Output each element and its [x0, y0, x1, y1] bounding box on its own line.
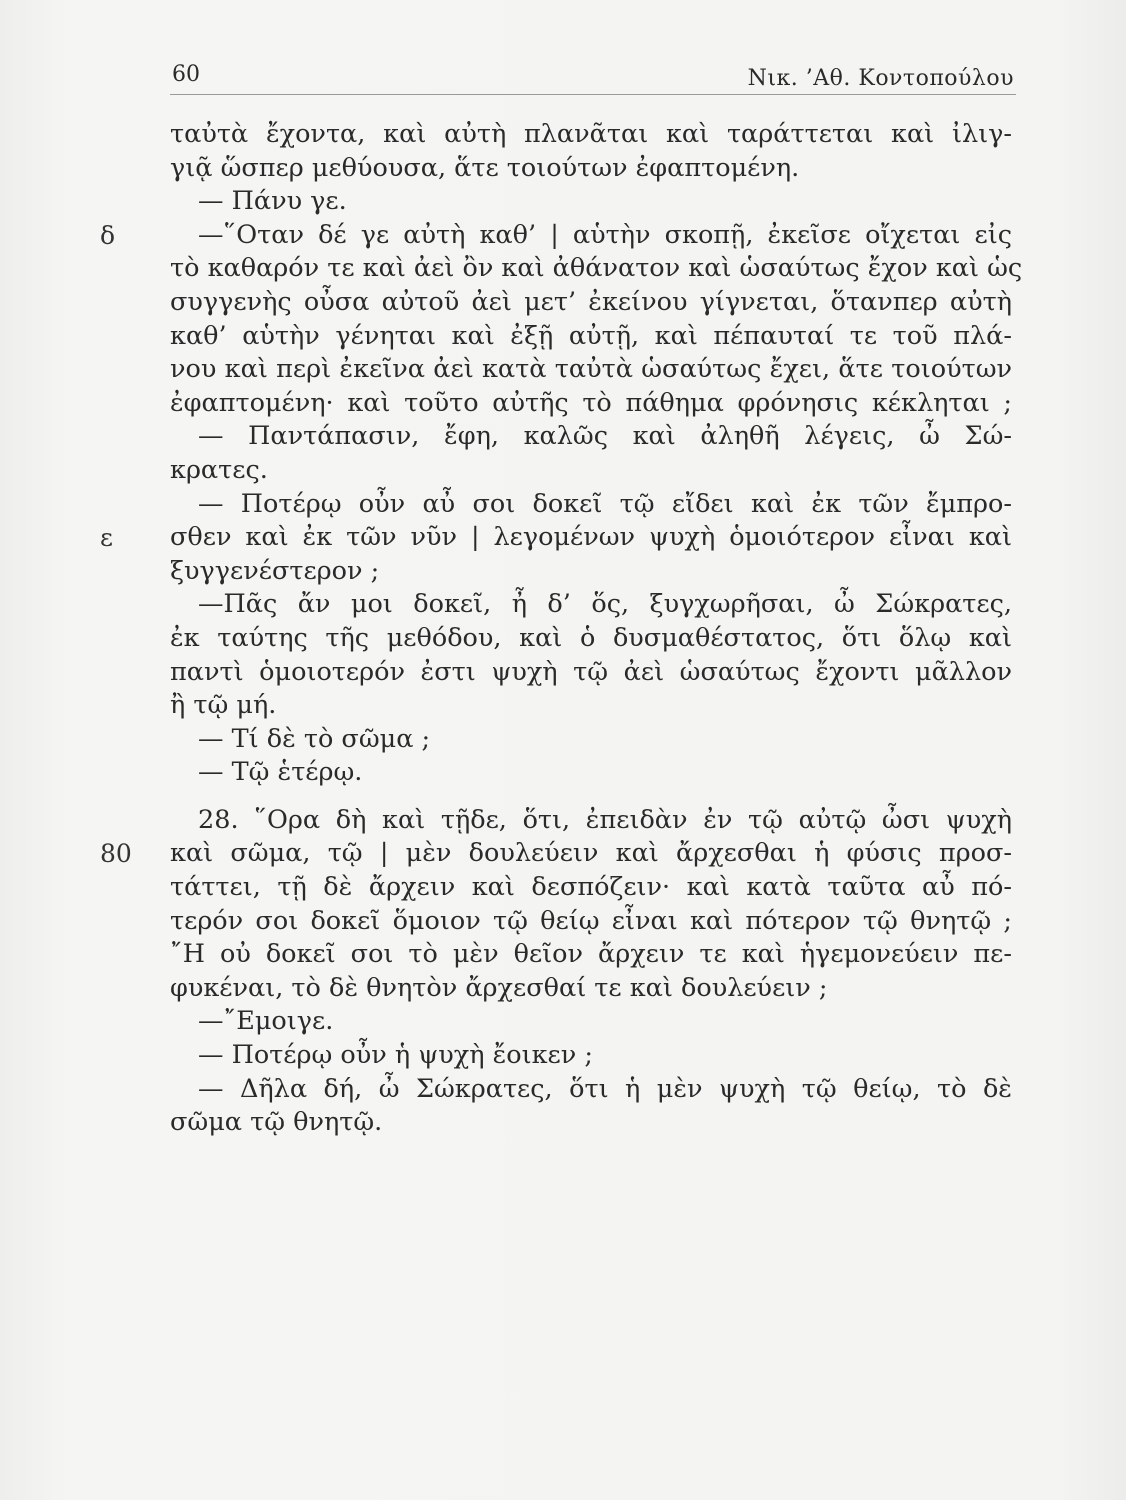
text-line: φυκέναι, τὸ δὲ θνητὸν ἄρχεσθαί τε καὶ δουλεύειν ; — [170, 972, 828, 1003]
body-text — [100, 118, 1023, 1140]
text-line: — Παντάπασιν, ἔφη, καλῶς καὶ ἀληθῆ λέγεις, ὦ Σώ- — [198, 421, 1012, 452]
text-line: — Δῆλα δή, ὦ Σώκρατες, ὅτι ἡ μὲν ψυχὴ τῷ θείῳ, τὸ δὲ — [198, 1073, 1012, 1104]
text-line-with-marker — [100, 219, 1012, 253]
text-line: ἐκ ταύτης τῆς μεθόδου, καὶ ὁ δυσμαθέστατος, ὅτι ὅλῳ καὶ — [170, 622, 1012, 653]
margin-line-number: 80 — [100, 839, 132, 869]
running-title: Νικ. ’Αθ. Κοντοπούλου — [747, 66, 1014, 91]
text-line: καθ’ αὑτὴν γένηται καὶ ἐξῇ αὐτῇ, καὶ πέπαυταί τε τοῦ πλά- — [170, 320, 1012, 351]
text-line: τερόν σοι δοκεῖ ὅμοιον τῷ θείῳ εἶναι καὶ πότερον τῷ θνητῷ ; — [170, 905, 1012, 936]
text-line: ῎Η οὐ δοκεῖ σοι τὸ μὲν θεῖον ἄρχειν τε καὶ ἡγεμονεύειν πε- — [170, 939, 1012, 970]
text-line: ἐφαπτομένη· καὶ τοῦτο αὐτῆς τὸ πάθημα φρόνησις κέκληται ; — [170, 387, 1012, 418]
text-line-content: σθεν καὶ ἐκ τῶν νῦν | λεγομένων ψυχὴ ὁμοιότερον εἶναι καὶ — [170, 522, 1012, 553]
text-line: — Ποτέρῳ οὖν αὖ σοι δοκεῖ τῷ εἴδει καὶ ἐκ τῶν ἔμπρο- — [198, 488, 1012, 519]
page-number: 60 — [172, 62, 200, 87]
text-line-content: καὶ σῶμα, τῷ | μὲν δουλεύειν καὶ ἄρχεσθαι ἡ φύσις προσ- — [170, 838, 1012, 869]
header-rule — [170, 94, 1016, 95]
text-line: γιᾷ ὥσπερ μεθύουσα, ἅτε τοιούτων ἐφαπτομένη. — [170, 152, 800, 183]
text-line: συγγενὴς οὖσα αὐτοῦ ἀεὶ μετ’ ἐκείνου γίγνεται, ὅτανπερ αὐτὴ — [170, 286, 1012, 317]
text-line: παντὶ ὁμοιοτερόν ἐστι ψυχὴ τῷ ἀεὶ ὡσαύτως ἔχοντι μᾶλλον — [170, 656, 1012, 687]
text-line-with-marker — [100, 837, 1012, 871]
text-line: — Τί δὲ τὸ σῶμα ; — [198, 723, 431, 754]
text-line: νου καὶ περὶ ἐκεῖνα ἀεὶ κατὰ ταὐτὰ ὡσαύτως ἔχει, ἅτε τοιούτων — [170, 354, 1012, 385]
text-line: τάττει, τῇ δὲ ἄρχειν καὶ δεσπόζειν· καὶ κατὰ ταῦτα αὖ πό- — [170, 872, 1012, 903]
text-line: τὸ καθαρόν τε καὶ ἀεὶ ὂν καὶ ἀθάνατον καὶ ὡσαύτως ἔχον καὶ ὡς — [170, 253, 1023, 284]
text-line: — Πάνυ γε. — [198, 186, 347, 217]
text-line: ξυγγενέστερον ; — [170, 555, 380, 586]
text-line-with-marker — [100, 521, 1012, 555]
text-line: 28. ῞Ορα δὴ καὶ τῇδε, ὅτι, ἐπειδὰν ἐν τῷ αὐτῷ ὦσι ψυχὴ — [198, 804, 1012, 835]
text-line: σῶμα τῷ θνητῷ. — [170, 1107, 383, 1138]
margin-marker-epsilon: ε — [100, 523, 113, 553]
text-line: ταὐτὰ ἔχοντα, καὶ αὐτὴ πλανᾶται καὶ ταράττεται καὶ ἰλιγ- — [170, 119, 1012, 149]
text-line-content: —῞Οταν δέ γε αὐτὴ καθ’ | αὑτὴν σκοπῇ, ἐκεῖσε οἴχεται εἰς — [198, 219, 1012, 250]
text-line: ἢ τῷ μή. — [170, 690, 277, 721]
text-line: —Πᾶς ἄν μοι δοκεῖ, ἦ δ’ ὅς, ξυγχωρῆσαι, ὦ Σώκρατες, — [198, 589, 1012, 620]
text-line: κρατες. — [170, 454, 268, 485]
text-line: — Τῷ ἑτέρῳ. — [198, 757, 363, 788]
margin-marker-delta: δ — [100, 220, 116, 250]
page-header — [170, 58, 1016, 98]
text-line: —῎Εμοιγε. — [198, 1006, 334, 1037]
text-line: — Ποτέρῳ οὖν ἡ ψυχὴ ἔοικεν ; — [198, 1040, 593, 1071]
